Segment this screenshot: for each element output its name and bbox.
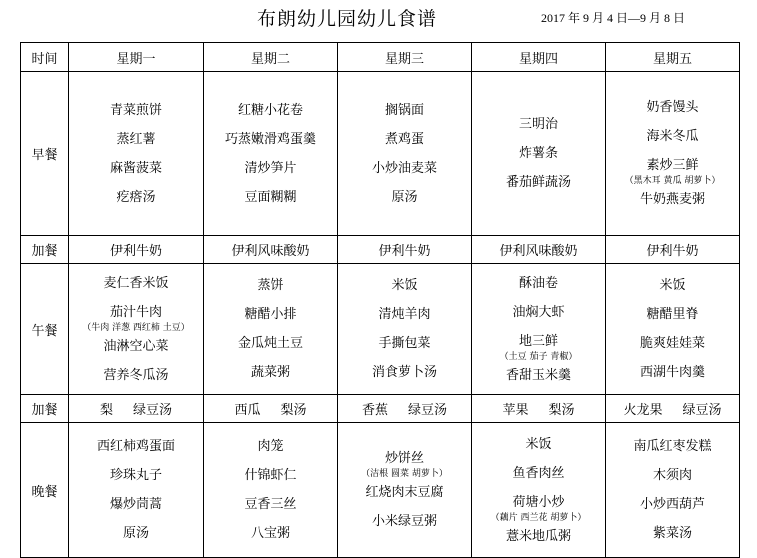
menu-body: [21, 72, 740, 558]
dish-list: [204, 428, 337, 552]
ingredient-note: （藕片 西兰花 胡萝卜）: [490, 512, 587, 523]
dish-list: [69, 428, 203, 552]
snack-item: 梨: [99, 403, 113, 418]
day-header: 星期三: [338, 43, 472, 72]
dish-cell: [338, 423, 472, 558]
dish-item: 米饭: [659, 278, 686, 293]
snack-item: 梨汤: [280, 403, 307, 418]
dish-item: 蒸红薯: [116, 131, 156, 147]
dish-item: 麦仁香米饭: [103, 275, 169, 291]
page-title: 布朗幼儿园幼儿食谱: [257, 8, 438, 30]
dish-cell: [472, 264, 606, 395]
meal-label: 加餐: [21, 395, 69, 423]
dish-item: 薏米地瓜粥: [505, 528, 571, 544]
dish-item: 原汤: [391, 189, 418, 205]
dish-list: [338, 92, 471, 216]
dish-item: 巧蒸嫩滑鸡蛋羹: [224, 131, 316, 147]
dish-item: 炸薯条: [518, 146, 558, 161]
dish-list: [472, 106, 605, 201]
snack-cell: [69, 395, 204, 423]
dish-cell: [472, 72, 606, 236]
dish-item: 紫菜汤: [652, 526, 692, 541]
snack-cell: [472, 236, 606, 264]
meal-row: [21, 264, 740, 395]
dish-item: 地三鲜: [518, 333, 558, 349]
dish-cell: [69, 423, 204, 558]
dish-cell: [606, 72, 740, 236]
dish-item: 什锦虾仁: [244, 468, 297, 483]
dish-item: 肉笼: [257, 439, 284, 454]
meal-label: 午餐: [21, 264, 69, 395]
snack-item: 伊利牛奶: [646, 244, 699, 259]
snack-item: 绿豆汤: [682, 403, 722, 418]
snack-item: 火龙果: [623, 403, 663, 418]
dish-item: 西湖牛肉羹: [639, 365, 705, 380]
dish-item: 海米冬瓜: [646, 129, 699, 144]
dish-item: 麻酱菠菜: [109, 160, 162, 176]
dish-cell: [338, 264, 472, 395]
dish-item: 蒸饼: [257, 278, 284, 293]
snack-cell: [338, 395, 472, 423]
snack-item: 伊利风味酸奶: [231, 244, 310, 259]
meal-label: 晚餐: [21, 423, 69, 558]
snack-row: [21, 236, 740, 264]
snack-item: 绿豆汤: [133, 403, 173, 418]
dish-list: [69, 265, 203, 394]
dish-item: 三明治: [518, 117, 558, 132]
ingredient-note: （土豆 茄子 青椒）: [499, 351, 578, 362]
dish-item: 疙瘩汤: [116, 189, 156, 205]
snack-item: 香蕉: [361, 403, 388, 418]
dish-item: 清炒笋片: [244, 160, 297, 176]
day-header: 星期五: [606, 43, 740, 72]
dish-cell: [204, 264, 338, 395]
dish-list: [472, 426, 605, 555]
menu-table: [20, 42, 740, 558]
snack-item: 苹果: [502, 403, 529, 418]
dish-item: 搁锅面: [384, 102, 424, 118]
dish-item: 八宝粥: [250, 526, 290, 541]
dish-list: [606, 267, 739, 391]
snack-cell: [338, 236, 472, 264]
dish-item: 小炒西葫芦: [639, 497, 705, 512]
dish-list: [204, 267, 337, 391]
snack-item: 绿豆汤: [408, 403, 448, 418]
ingredient-note: （黑木耳 黄瓜 胡萝卜）: [624, 176, 721, 186]
meal-label: 早餐: [21, 72, 69, 236]
day-header: 星期四: [472, 43, 606, 72]
dish-list: [606, 89, 739, 218]
dish-list: [606, 428, 739, 552]
dish-cell: [472, 423, 606, 558]
dish-item: 爆炒茼蒿: [109, 497, 162, 512]
dish-item: 青菜煎饼: [109, 102, 162, 118]
header-row: [21, 43, 740, 72]
dish-item: 酥油卷: [518, 275, 558, 291]
dish-item: 豆面糊糊: [244, 189, 297, 205]
snack-item: 伊利牛奶: [378, 244, 431, 259]
dish-item: 煮鸡蛋: [384, 131, 424, 147]
dish-item: 红烧肉末豆腐: [365, 485, 444, 500]
snack-cell: [606, 236, 740, 264]
dish-item: 南瓜红枣发糕: [633, 439, 712, 454]
dish-item: 西红柿鸡蛋面: [96, 439, 175, 454]
dish-item: 糖醋里脊: [646, 307, 699, 322]
snack-item: 西瓜: [234, 403, 261, 418]
dish-item: 小炒油麦菜: [371, 160, 437, 176]
dish-item: 奶香馒头: [646, 100, 699, 115]
meal-row: [21, 423, 740, 558]
snack-cell: [204, 395, 338, 423]
dish-item: 清炖羊肉: [378, 307, 431, 322]
dish-item: 米饭: [391, 278, 418, 293]
dish-item: 鱼香肉丝: [512, 465, 565, 481]
dish-item: 茄汁牛肉: [109, 304, 162, 320]
snack-cell: [606, 395, 740, 423]
dish-list: [338, 440, 471, 540]
snack-item: 伊利风味酸奶: [499, 244, 578, 259]
dish-item: 原汤: [122, 526, 149, 541]
snack-cell: [472, 395, 606, 423]
snack-cell: [69, 236, 204, 264]
dish-cell: [204, 423, 338, 558]
dish-item: 珍珠丸子: [109, 468, 162, 483]
dish-item: 糖醋小排: [244, 307, 297, 322]
dish-item: 炒饼丝: [384, 451, 424, 466]
snack-cell: [204, 236, 338, 264]
dish-item: 蔬菜粥: [250, 365, 290, 380]
dish-list: [338, 267, 471, 391]
snack-item: 伊利牛奶: [109, 244, 162, 259]
dish-item: 油焖大虾: [512, 304, 565, 320]
dish-cell: [606, 264, 740, 395]
date-range: 2017 年 9 月 4 日—9 月 8 日: [541, 11, 686, 25]
dish-cell: [69, 264, 204, 395]
dish-item: 油淋空心菜: [103, 338, 169, 354]
dish-item: 番茄鲜蔬汤: [505, 175, 571, 190]
dish-item: 牛奶燕麦粥: [639, 192, 705, 207]
meal-label: 加餐: [21, 236, 69, 264]
dish-item: 红糖小花卷: [237, 102, 303, 118]
day-header: 星期二: [204, 43, 338, 72]
ingredient-note: （洁根 圆菜 胡萝卜）: [361, 469, 448, 479]
dish-item: 手撕包菜: [378, 336, 431, 351]
meal-row: [21, 72, 740, 236]
dish-item: 米饭: [525, 436, 552, 452]
dish-item: 营养冬瓜汤: [103, 367, 169, 383]
dish-item: 木须肉: [652, 468, 692, 483]
dish-item: 香甜玉米羹: [505, 367, 571, 383]
ingredient-note: （牛肉 洋葱 西红柿 土豆）: [82, 322, 190, 333]
dish-list: [472, 265, 605, 394]
dish-item: 素炒三鲜: [646, 158, 699, 173]
dish-list: [69, 92, 203, 216]
dish-item: 脆爽娃娃菜: [639, 336, 705, 351]
dish-item: 荷塘小炒: [512, 494, 565, 510]
snack-row: [21, 395, 740, 423]
dish-cell: [204, 72, 338, 236]
corner-cell: 时间: [21, 43, 69, 72]
dish-cell: [606, 423, 740, 558]
dish-item: 消食萝卜汤: [371, 365, 437, 380]
snack-item: 梨汤: [548, 403, 575, 418]
dish-list: [204, 92, 337, 216]
day-header: 星期一: [69, 43, 204, 72]
dish-cell: [338, 72, 472, 236]
dish-item: 小米绿豆粥: [371, 514, 437, 529]
dish-item: 金瓜炖土豆: [237, 336, 303, 351]
dish-cell: [69, 72, 204, 236]
dish-item: 豆香三丝: [244, 497, 297, 512]
